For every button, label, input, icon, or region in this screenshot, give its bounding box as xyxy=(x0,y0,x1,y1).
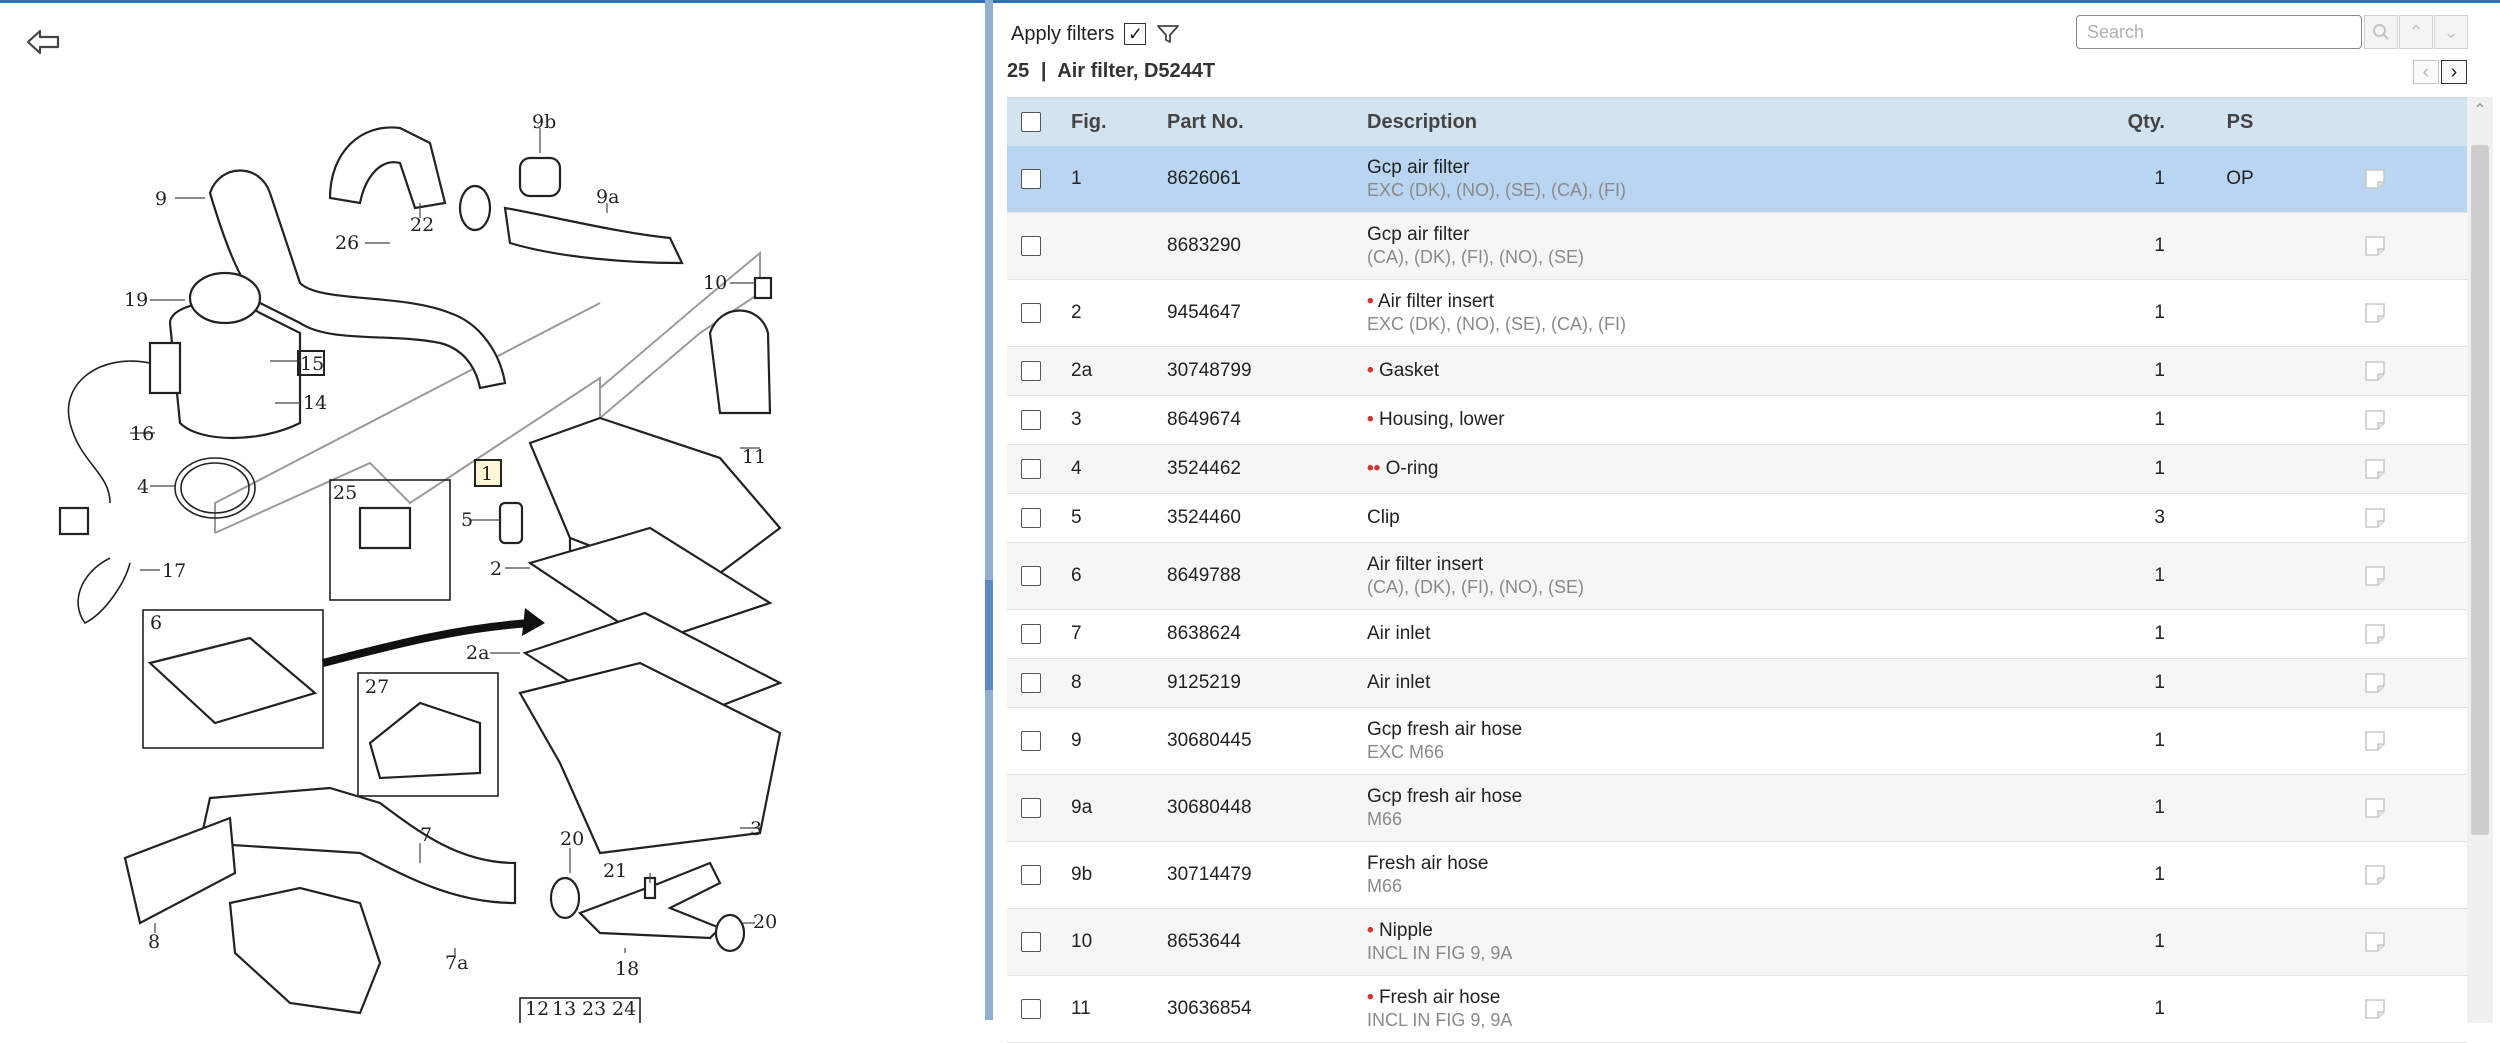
diagram-label: 24 xyxy=(612,998,637,1020)
part-number-cell: 8626061 xyxy=(1167,168,1241,189)
qty-cell: 1 xyxy=(2154,998,2165,1019)
diagram-label: 7 xyxy=(420,824,433,846)
indent-bullet: • xyxy=(1367,920,1374,941)
row-checkbox[interactable] xyxy=(1021,361,1041,381)
description-note: M66 xyxy=(1367,876,1403,896)
apply-filters-checkbox[interactable]: ✓ xyxy=(1124,23,1146,45)
search-prev-button[interactable] xyxy=(2399,15,2433,49)
description-note: EXC M66 xyxy=(1367,742,1445,762)
description-text: O-ring xyxy=(1385,458,1439,479)
description-text: Nipple xyxy=(1378,920,1433,941)
table-row[interactable] xyxy=(1007,280,2467,347)
fig-cell: 10 xyxy=(1071,931,1093,952)
diagram-label: 4 xyxy=(137,476,150,498)
description-cell xyxy=(1365,291,2015,335)
diagram-label: 3 xyxy=(750,818,763,840)
chevron-right-icon: › xyxy=(2450,60,2458,83)
fig-cell: 4 xyxy=(1071,458,1082,479)
column-header-description[interactable]: Description xyxy=(1367,111,1478,133)
row-checkbox[interactable] xyxy=(1021,624,1041,644)
part-number-cell: 30714479 xyxy=(1167,864,1252,885)
description-cell xyxy=(1365,157,2015,201)
section-separator: | xyxy=(1040,60,1047,82)
qty-cell: 1 xyxy=(2154,168,2165,189)
qty-cell: 1 xyxy=(2154,302,2165,323)
row-checkbox[interactable] xyxy=(1021,169,1041,189)
description-cell xyxy=(1365,786,2015,830)
row-checkbox[interactable] xyxy=(1021,508,1041,528)
description-cell xyxy=(1365,360,2015,382)
table-row[interactable] xyxy=(1007,909,2467,976)
qty-cell: 1 xyxy=(2154,730,2165,751)
select-all-checkbox[interactable] xyxy=(1021,112,1041,132)
description-note: INCL IN FIG 9, 9A xyxy=(1367,1010,1513,1030)
indent-bullet: • xyxy=(1367,409,1374,430)
row-checkbox[interactable] xyxy=(1021,236,1041,256)
row-checkbox[interactable] xyxy=(1021,999,1041,1019)
previous-section-button[interactable] xyxy=(2413,60,2439,84)
part-number-cell: 8649788 xyxy=(1167,565,1241,586)
fig-cell: 9 xyxy=(1071,730,1082,751)
table-row[interactable] xyxy=(1007,347,2467,396)
apply-filters-label: Apply filters xyxy=(1011,22,1115,45)
diagram-label: 26 xyxy=(335,232,360,254)
diagram-label: 1 xyxy=(481,463,494,485)
table-row[interactable] xyxy=(1007,708,2467,775)
table-row[interactable] xyxy=(1007,396,2467,445)
pane-splitter[interactable] xyxy=(985,0,993,1020)
description-cell xyxy=(1365,507,2015,529)
scrollbar-thumb[interactable] xyxy=(2471,145,2489,835)
row-checkbox[interactable] xyxy=(1021,566,1041,586)
fig-cell: 6 xyxy=(1071,565,1082,586)
description-note: M66 xyxy=(1367,809,1403,829)
table-row[interactable] xyxy=(1007,775,2467,842)
description-text: Gcp air filter xyxy=(1367,224,1470,245)
note-icon[interactable] xyxy=(2363,998,2387,1020)
note-icon[interactable] xyxy=(2363,302,2387,324)
part-number-cell: 8638624 xyxy=(1167,623,1241,644)
description-cell xyxy=(1365,554,2015,598)
diagram-label: 8 xyxy=(148,931,161,953)
qty-cell: 1 xyxy=(2154,409,2165,430)
diagram-label: 9b xyxy=(532,111,557,133)
fig-cell: 9b xyxy=(1071,864,1093,885)
fig-cell: 9a xyxy=(1071,797,1093,818)
row-checkbox[interactable] xyxy=(1021,303,1041,323)
qty-cell: 1 xyxy=(2154,864,2165,885)
part-number-cell: 3524460 xyxy=(1167,507,1241,528)
exploded-parts-diagram[interactable] xyxy=(0,3,985,1023)
diagram-label: 14 xyxy=(303,392,328,414)
row-checkbox[interactable] xyxy=(1021,731,1041,751)
description-note: (CA), (DK), (FI), (NO), (SE) xyxy=(1367,247,1584,267)
fig-cell: 3 xyxy=(1071,409,1082,430)
description-cell xyxy=(1365,623,2015,645)
table-row[interactable] xyxy=(1007,213,2467,280)
description-text: Air filter insert xyxy=(1367,554,1484,575)
description-cell xyxy=(1365,409,2015,431)
parts-table xyxy=(1007,97,2467,1043)
vertical-scrollbar[interactable] xyxy=(2467,97,2493,1023)
diagram-label: 11 xyxy=(742,446,767,468)
fig-cell: 1 xyxy=(1071,168,1082,189)
diagram-label: 25 xyxy=(333,482,358,504)
qty-cell: 1 xyxy=(2154,360,2165,381)
column-header-ps[interactable]: PS xyxy=(2226,110,2254,133)
column-header-qty[interactable]: Qty. xyxy=(2127,110,2165,133)
description-text: Gasket xyxy=(1378,360,1440,381)
diagram-label: 9 xyxy=(155,188,168,210)
description-note: EXC (DK), (NO), (SE), (CA), (FI) xyxy=(1367,180,1626,200)
diagram-label: 20 xyxy=(753,911,778,933)
description-text: Gcp air filter xyxy=(1367,157,1470,178)
diagram-label: 9a xyxy=(596,186,620,208)
table-row[interactable] xyxy=(1007,543,2467,610)
scroll-up-arrow-icon[interactable]: ⌃ xyxy=(2473,102,2487,119)
ps-cell: OP xyxy=(2226,168,2254,189)
note-icon[interactable] xyxy=(2363,864,2387,886)
chevron-down-icon: ⌄ xyxy=(2443,21,2459,42)
diagram-label: 2 xyxy=(490,558,503,580)
search-icon xyxy=(2372,23,2390,41)
description-cell xyxy=(1365,458,2015,480)
table-row[interactable] xyxy=(1007,445,2467,494)
note-icon[interactable] xyxy=(2363,507,2387,529)
note-icon[interactable] xyxy=(2363,672,2387,694)
part-number-cell: 9454647 xyxy=(1167,302,1241,323)
diagram-label: 13 xyxy=(552,998,577,1020)
description-cell xyxy=(1365,672,2015,694)
description-text: Fresh air hose xyxy=(1378,987,1501,1008)
part-number-cell: 3524462 xyxy=(1167,458,1241,479)
note-icon[interactable] xyxy=(2363,797,2387,819)
part-number-cell: 8649674 xyxy=(1167,409,1241,430)
diagram-label: 12 xyxy=(525,998,550,1020)
note-icon[interactable] xyxy=(2363,235,2387,257)
diagram-label: 5 xyxy=(461,509,474,531)
qty-cell: 1 xyxy=(2154,672,2165,693)
qty-cell: 1 xyxy=(2154,623,2165,644)
table-row[interactable] xyxy=(1007,146,2467,213)
part-number-cell: 8683290 xyxy=(1167,235,1241,256)
note-icon[interactable] xyxy=(2363,360,2387,382)
fig-cell: 7 xyxy=(1071,623,1082,644)
fig-cell: 11 xyxy=(1071,998,1091,1019)
part-number-cell: 9125219 xyxy=(1167,672,1241,693)
description-text: Gcp fresh air hose xyxy=(1367,786,1523,807)
diagram-label: 18 xyxy=(615,958,640,980)
next-section-button[interactable] xyxy=(2441,60,2467,84)
chevron-up-icon: ⌃ xyxy=(2408,21,2424,42)
description-text: Air filter insert xyxy=(1377,291,1495,312)
row-checkbox[interactable] xyxy=(1021,932,1041,952)
section-number: 25 xyxy=(1007,60,1030,82)
diagram-label: 23 xyxy=(582,998,607,1020)
indent-bullet: • xyxy=(1367,360,1374,381)
note-icon[interactable] xyxy=(2363,623,2387,645)
description-cell xyxy=(1365,719,2015,763)
row-checkbox[interactable] xyxy=(1021,459,1041,479)
diagram-label: 21 xyxy=(603,860,628,882)
qty-cell: 1 xyxy=(2154,458,2165,479)
parts-list-pane xyxy=(993,0,2500,1030)
splitter-handle[interactable] xyxy=(985,580,993,690)
column-header-part-no[interactable]: Part No. xyxy=(1167,110,1244,133)
indent-bullet: • xyxy=(1367,987,1374,1008)
table-body xyxy=(1007,146,2467,1043)
table-row[interactable] xyxy=(1007,610,2467,659)
description-note: (CA), (DK), (FI), (NO), (SE) xyxy=(1367,577,1584,597)
fig-cell: 2 xyxy=(1071,302,1082,323)
description-text: Housing, lower xyxy=(1378,409,1505,430)
description-text: Fresh air hose xyxy=(1367,853,1489,874)
diagram-label: 22 xyxy=(410,214,435,236)
description-text: Clip xyxy=(1367,507,1400,528)
description-cell xyxy=(1365,920,2015,964)
description-text: Air inlet xyxy=(1367,623,1431,644)
qty-cell: 3 xyxy=(2154,507,2165,528)
search-button[interactable] xyxy=(2364,15,2398,49)
indent-bullet: •• xyxy=(1367,458,1381,479)
table-header xyxy=(1007,98,2467,146)
note-icon[interactable] xyxy=(2363,168,2387,190)
indent-bullet: • xyxy=(1367,291,1374,312)
table-row[interactable] xyxy=(1007,494,2467,543)
fig-cell: 5 xyxy=(1071,507,1082,528)
row-checkbox[interactable] xyxy=(1021,673,1041,693)
diagram-label: 10 xyxy=(703,272,728,294)
description-note: EXC (DK), (NO), (SE), (CA), (FI) xyxy=(1367,314,1626,334)
qty-cell: 1 xyxy=(2154,931,2165,952)
column-header-fig[interactable]: Fig. xyxy=(1071,110,1107,133)
note-icon[interactable] xyxy=(2363,730,2387,752)
description-note: INCL IN FIG 9, 9A xyxy=(1367,943,1513,963)
qty-cell: 1 xyxy=(2154,565,2165,586)
qty-cell: 1 xyxy=(2154,235,2165,256)
part-number-cell: 8653644 xyxy=(1167,931,1241,952)
note-icon[interactable] xyxy=(2363,931,2387,953)
diagram-label: 19 xyxy=(124,289,149,311)
diagram-label: 7a xyxy=(445,952,469,974)
note-icon[interactable] xyxy=(2363,565,2387,587)
section-name: Air filter, D5244T xyxy=(1057,60,1216,82)
diagram-label: 6 xyxy=(150,612,163,634)
search-input[interactable] xyxy=(2076,15,2362,49)
diagram-label: 15 xyxy=(300,353,325,375)
diagram-label: 16 xyxy=(130,423,155,445)
row-checkbox[interactable] xyxy=(1021,410,1041,430)
row-checkbox[interactable] xyxy=(1021,865,1041,885)
part-number-cell: 30680445 xyxy=(1167,730,1252,751)
diagram-label: 27 xyxy=(365,676,390,698)
part-number-cell: 30748799 xyxy=(1167,360,1252,381)
diagram-label: 20 xyxy=(560,828,585,850)
fig-cell: 2a xyxy=(1071,360,1093,381)
qty-cell: 1 xyxy=(2154,797,2165,818)
table-row[interactable] xyxy=(1007,659,2467,708)
table-row[interactable] xyxy=(1007,842,2467,909)
search-next-button[interactable] xyxy=(2434,15,2468,49)
fig-cell: 8 xyxy=(1071,672,1082,693)
part-number-cell: 30680448 xyxy=(1167,797,1252,818)
description-cell xyxy=(1365,224,2015,268)
filter-toolbar xyxy=(1011,17,1180,51)
part-number-cell: 30636854 xyxy=(1167,998,1252,1019)
diagram-label: 2a xyxy=(466,642,490,664)
description-text: Gcp fresh air hose xyxy=(1367,719,1523,740)
description-text: Air inlet xyxy=(1367,672,1431,693)
row-checkbox[interactable] xyxy=(1021,798,1041,818)
note-icon[interactable] xyxy=(2363,458,2387,480)
diagram-label: 17 xyxy=(162,560,187,582)
diagram-pane xyxy=(0,0,985,1023)
funnel-icon[interactable] xyxy=(1156,23,1180,45)
chevron-left-icon: ‹ xyxy=(2422,60,2430,83)
description-cell xyxy=(1365,853,2015,897)
description-cell xyxy=(1365,987,2015,1031)
note-icon[interactable] xyxy=(2363,409,2387,431)
section-title xyxy=(1007,60,1215,83)
table-row[interactable] xyxy=(1007,976,2467,1043)
